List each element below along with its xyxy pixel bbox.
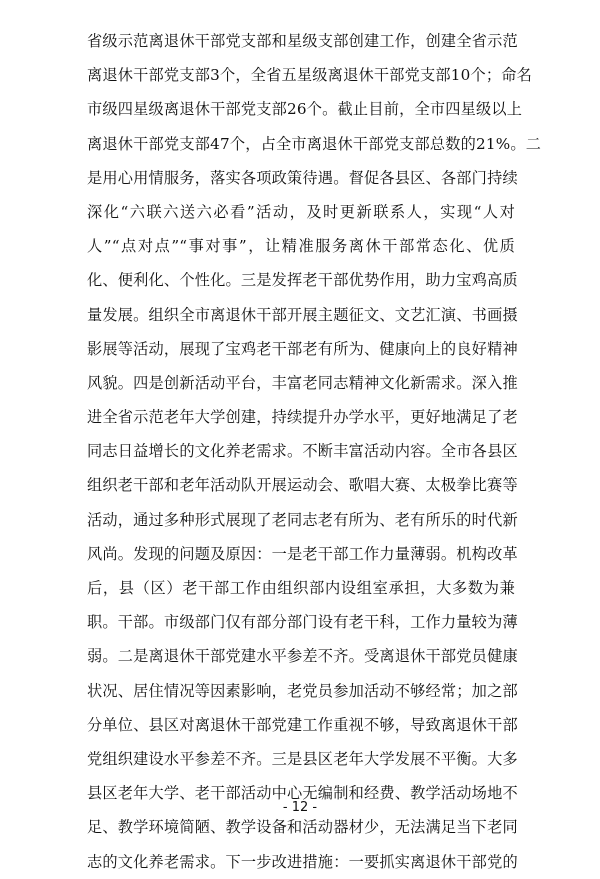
text-line: 化、便利化、个性化。三是发挥老干部优势作用，助力宝鸡高质: [87, 271, 518, 290]
text-line: 风尚。发现的问题及原因：一是老干部工作力量薄弱。机构改革: [87, 544, 518, 563]
text-line: 进全省示范老年大学创建，持续提升办学水平，更好地满足了老: [87, 408, 518, 427]
text-line: 省级示范离退休干部党支部和星级支部创建工作，创建全省示范: [87, 32, 518, 50]
text-line: 深化“六联六送六必看”活动，及时更新联系人，实现“人对: [87, 202, 515, 221]
text-line: 风貌。四是创新活动平台，丰富老同志精神文化新需求。深入推: [87, 373, 518, 392]
text-line: 分单位、县区对离退休干部党建工作重视不够，导致离退休干部: [87, 715, 518, 734]
text-line: 弱。二是离退休干部党建水平参差不齐。受离退休干部党员健康: [87, 647, 518, 666]
text-line: 影展等活动，展现了宝鸡老干部老有所为、健康向上的良好精神: [87, 339, 518, 358]
text-line: 志的文化养老需求。下一步改进措施：一要抓实离退休干部党的: [87, 852, 518, 871]
text-line: 组织老干部和老年活动队开展运动会、歌唱大赛、太极拳比赛等: [87, 476, 518, 495]
text-line: 离退休干部党支部3个，全省五星级离退休干部党支部10个；命名: [87, 66, 533, 85]
page-number: - 12 -: [282, 800, 318, 815]
text-line: 后，县（区）老干部工作由组织部内设组室承担，大多数为兼: [87, 579, 515, 597]
body-text: [87, 24, 542, 879]
text-line: 人”“点对点”“事对事”，让精准服务离休干部常态化、优质: [87, 237, 515, 256]
text-line: 活动，通过多种形式展现了老同志老有所为、老有所乐的时代新: [87, 510, 518, 529]
text-line: 县区老年大学、老干部活动中心无编制和经费、教学活动场地不: [87, 784, 518, 803]
text-line: 量发展。组织全市离退休干部开展主题征文、文艺汇演、书画摄: [87, 305, 518, 324]
text-line: 同志日益增长的文化养老需求。不断丰富活动内容。全市各县区: [87, 442, 518, 461]
text-line: 足、教学环境简陋、教学设备和活动器材少，无法满足当下老同: [87, 818, 518, 837]
text-line: 党组织建设水平参差不齐。三是县区老年大学发展不平衡。大多: [87, 749, 518, 768]
text-line: 市级四星级离退休干部党支部26个。截止目前，全市四星级以上: [87, 100, 523, 119]
text-line: 职。干部。市级部门仅有部分部门设有老干科，工作力量较为薄: [87, 613, 518, 632]
text-line: 状况、居住情况等因素影响，老党员参加活动不够经常；加之部: [87, 681, 518, 700]
text-line: 离退休干部党支部47个，占全市离退休干部党支部总数的21%。二: [87, 134, 542, 153]
text-line: 是用心用情服务，落实各项政策待遇。督促各县区、各部门持续: [87, 168, 518, 187]
